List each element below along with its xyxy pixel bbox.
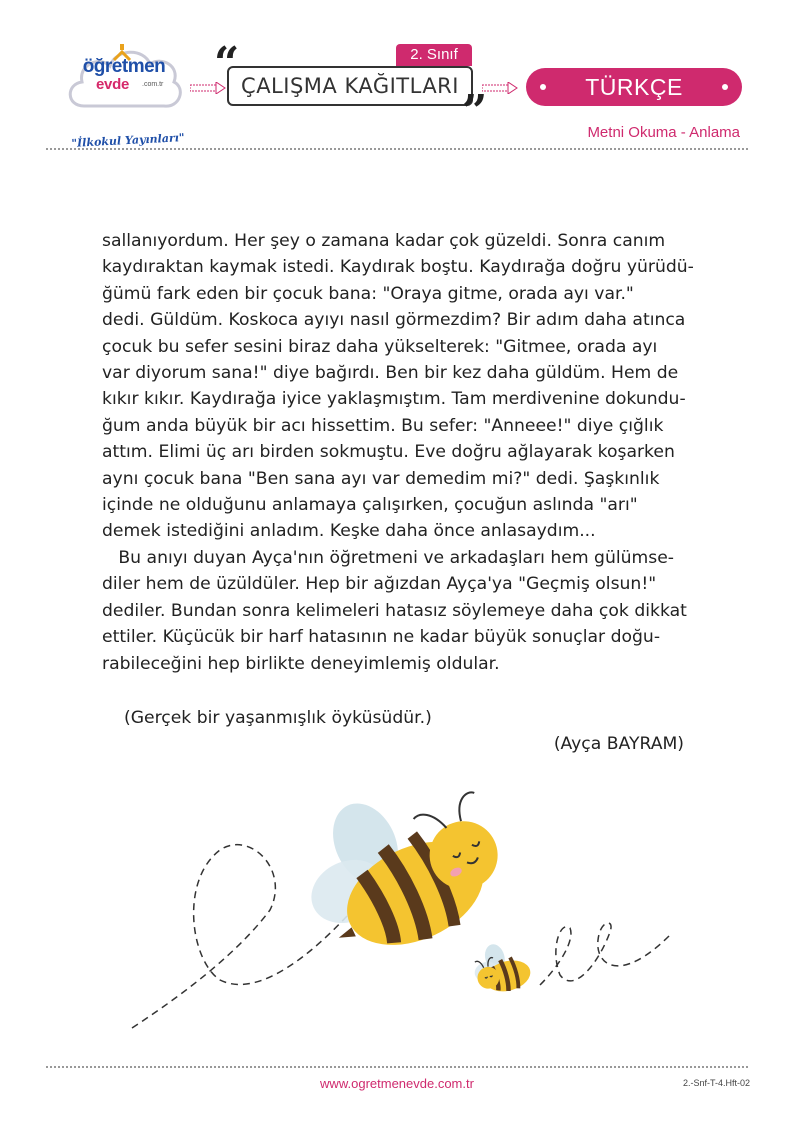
story-line: attım. Elimi üç arı birden sokmuştu. Eve doğru ağlayarak koşarken <box>102 442 675 463</box>
story-line: kıkır kıkır. Kaydırağa iyice yaklaşmıştım. Tam merdivenine dokundu- <box>102 389 686 410</box>
logo-brand-bottom: evde <box>96 76 129 93</box>
section-name: Metni Okuma - Anlama <box>587 124 740 141</box>
story-line: ğum anda büyük bir acı hissettim. Bu sefer: "Anneee!" diye çığlık <box>102 415 664 436</box>
story-line: çocuk bu sefer sesini biraz daha yükselterek: "Gitmee, orada ayı <box>102 336 658 357</box>
footer-document-code: 2.-Snf-T-4.Hft-02 <box>682 1078 750 1088</box>
story-line: var diyorum sana!" diye bağırdı. Ben bir kez daha güldüm. Hem de <box>102 363 679 384</box>
subject-badge <box>526 68 742 106</box>
logo-brand-top: öğretmen <box>82 56 166 77</box>
story-line: kaydıraktan kaymak istedi. Kaydırak boştu. Kaydırağa doğru yürüdü- <box>102 257 694 278</box>
bee-icon <box>281 760 522 976</box>
worksheet-title-box <box>227 66 473 106</box>
story-author: (Ayça BAYRAM) <box>553 734 684 754</box>
story-line: Bu anıyı duyan Ayça'nın öğretmeni ve arkadaşları hem gülümse- <box>102 547 675 568</box>
bee-icon <box>469 937 534 999</box>
quote-close-mark: ” <box>462 86 488 137</box>
logo-tld: .com.tr <box>142 81 164 88</box>
bee-illustration <box>120 760 700 1050</box>
story-line: diler hem de üzüldüler. Hep bir ağızdan Ayça'ya "Geçmiş olsun!" <box>102 574 657 595</box>
story-line: aynı çocuk bana "Ben sana ayı var demedim mi?" dedi. Şaşkınlık <box>102 468 660 489</box>
grade-badge: 2. Sınıf <box>396 44 472 66</box>
story-line: içinde ne olduğunu anlamaya çalışırken, çocuğun aslında "arı" <box>102 495 638 516</box>
footer-website-link[interactable]: www.ogretmenevde.com.tr <box>320 1076 474 1091</box>
story-line: demek istediğini anladım. Keşke daha önce anlasaydım... <box>102 521 596 542</box>
subject-label: TÜRKÇE <box>585 74 683 100</box>
story-line: ğümü fark eden bir çocuk bana: "Oraya gitme, orada ayı var." <box>102 283 634 304</box>
arrow-right-icon <box>482 82 518 94</box>
story-line: sallanıyordum. Her şey o zamana kadar çok güzeldi. Sonra canım <box>102 231 666 251</box>
footer-divider <box>46 1066 748 1068</box>
bullet-dot-icon <box>722 84 728 90</box>
story-line: rabileceğini hep birlikte deneyimlemiş oldular. <box>102 653 500 674</box>
header-divider <box>46 148 748 150</box>
quote-open-mark: “ <box>214 38 240 89</box>
logo-tagline: "İlkokul Yayınları" <box>71 131 185 150</box>
publisher-logo <box>62 36 186 150</box>
worksheet-title: ÇALIŞMA KAĞITLARI <box>241 74 459 98</box>
story-line: dedi. Güldüm. Koskoca ayıyı nasıl görmezdim? Bir adım daha atınca <box>102 310 686 331</box>
story-line: ettiler. Küçücük bir harf hatasının ne kadar büyük sonuçlar doğu- <box>102 627 661 648</box>
story-note: (Gerçek bir yaşanmışlık öyküsüdür.) <box>124 708 432 728</box>
story-line: dediler. Bundan sonra kelimeleri hatasız söylemeye daha çok dikkat <box>102 600 687 621</box>
story-text <box>102 228 694 677</box>
